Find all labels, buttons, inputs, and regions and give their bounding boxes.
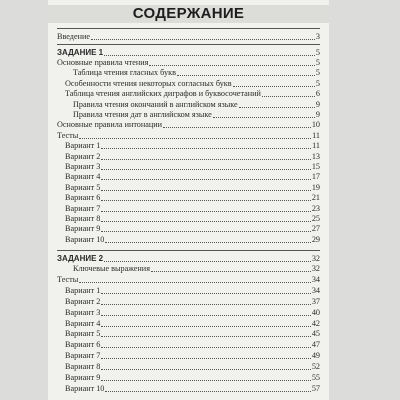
toc-entry[interactable] — [57, 58, 320, 68]
toc-entry-label: Вариант 2 — [65, 296, 101, 306]
dot-leader — [151, 271, 311, 272]
toc-entry-page: 40 — [311, 307, 320, 317]
page-title: СОДЕРЖАНИЕ — [132, 5, 245, 22]
dot-leader — [101, 179, 311, 180]
toc-entry[interactable] — [65, 152, 320, 162]
title-bar — [48, 5, 329, 23]
toc-entry-label: Основные правила чтения — [57, 58, 149, 67]
toc-entry[interactable] — [65, 235, 320, 245]
toc-entry-label: Вариант 3 — [65, 162, 101, 171]
toc-entry[interactable] — [65, 297, 320, 307]
dot-leader — [101, 221, 311, 222]
toc-entry-label: Вариант 2 — [65, 151, 101, 161]
toc-entry-page: 5 — [315, 78, 320, 88]
toc-entry-page: 6 — [315, 89, 320, 99]
dot-leader — [101, 159, 311, 160]
toc-entry-label: Вариант 10 — [65, 383, 105, 393]
dot-leader — [239, 107, 315, 108]
toc-entry-page: 5 — [315, 58, 320, 67]
toc-page — [48, 0, 329, 400]
toc-entry[interactable] — [65, 373, 320, 383]
toc-entry[interactable] — [65, 79, 320, 89]
toc-entry[interactable] — [65, 384, 320, 394]
toc-entry[interactable] — [65, 162, 320, 172]
toc-entry[interactable] — [65, 214, 320, 224]
dot-leader — [177, 75, 315, 76]
section-heading-label: ЗАДАНИЕ 2 — [57, 254, 104, 263]
toc-entry-page: 27 — [311, 224, 320, 234]
toc-entry[interactable] — [73, 68, 320, 78]
toc-entry-label: Ключевые выражения — [73, 264, 150, 273]
dot-leader — [104, 55, 315, 56]
toc-entry[interactable] — [65, 204, 320, 214]
dot-leader — [101, 211, 311, 212]
toc-entry-page: 5 — [315, 68, 320, 78]
toc-entry[interactable] — [65, 308, 320, 318]
toc-entry[interactable] — [65, 193, 320, 203]
toc-entry-page: 32 — [311, 264, 320, 273]
toc-entry-page: 13 — [311, 151, 320, 161]
toc-entry-page: 19 — [311, 182, 320, 192]
toc-entry-label: Таблица чтения английских диграфов и буквосочетаний — [65, 89, 261, 99]
dot-leader — [101, 369, 311, 370]
dot-leader — [101, 315, 311, 316]
toc-entry-label: Вариант 8 — [65, 214, 101, 223]
dot-leader — [101, 200, 311, 201]
toc-entry[interactable] — [65, 224, 320, 234]
dot-leader — [101, 231, 311, 232]
section-rule — [57, 44, 320, 45]
toc-entry[interactable] — [73, 264, 320, 274]
dot-leader — [233, 86, 315, 87]
dot-leader — [101, 169, 311, 170]
toc-entry-label: Введение — [57, 32, 91, 41]
dot-leader — [101, 347, 311, 348]
section-heading-page: 32 — [311, 254, 320, 263]
toc-entry-label: Тесты — [57, 274, 79, 284]
toc-entry-page: 49 — [311, 351, 320, 361]
toc-entry[interactable] — [65, 351, 320, 361]
section-heading-page: 5 — [315, 48, 320, 57]
toc-entry-label: Вариант 9 — [65, 224, 101, 234]
dot-leader — [101, 304, 311, 305]
toc-entry-label: Правила чтения окончаний в английском языке — [73, 99, 238, 109]
toc-entry-label: Вариант 4 — [65, 172, 101, 182]
toc-entry-label: Вариант 9 — [65, 373, 101, 382]
dot-leader — [104, 261, 311, 262]
toc-entry-label: Вариант 8 — [65, 362, 101, 372]
toc-entry-intro[interactable] — [57, 32, 320, 42]
toc-entry-page: 29 — [311, 234, 320, 244]
dot-leader — [79, 282, 311, 283]
dot-leader — [101, 190, 311, 191]
dot-leader — [79, 138, 311, 139]
toc-entry[interactable] — [65, 319, 320, 329]
toc-entry-label: Вариант 7 — [65, 351, 101, 361]
toc-entry-label: Вариант 7 — [65, 203, 101, 213]
dot-leader — [262, 96, 315, 97]
toc-entry-label: Вариант 3 — [65, 307, 101, 317]
toc-entry-label: Вариант 1 — [65, 141, 101, 151]
toc-entry[interactable] — [65, 329, 320, 339]
toc-section-1-heading[interactable] — [57, 48, 320, 58]
toc-entry[interactable] — [65, 362, 320, 372]
dot-leader — [101, 326, 311, 327]
toc-entry-page: 34 — [311, 274, 320, 284]
dot-leader — [105, 242, 310, 243]
toc-entry-page: 47 — [311, 340, 320, 350]
dot-leader — [213, 117, 315, 118]
toc-entry[interactable] — [65, 172, 320, 182]
toc-entry-page: 45 — [311, 329, 320, 339]
toc-entry-label: Вариант 6 — [65, 340, 101, 350]
toc-entry-label: Вариант 5 — [65, 329, 101, 339]
toc-section-2-heading[interactable] — [57, 254, 320, 264]
toc-entry-page: 3 — [315, 32, 320, 41]
toc-entry-page: 37 — [311, 296, 320, 306]
toc-entry[interactable] — [57, 131, 320, 141]
toc-entry[interactable] — [65, 141, 320, 151]
toc-entry-page: 34 — [311, 285, 320, 295]
toc-entry-label: Вариант 10 — [65, 234, 105, 244]
dot-leader — [101, 380, 311, 381]
toc-entry-page: 55 — [311, 373, 320, 382]
toc-entry-page: 23 — [311, 203, 320, 213]
section-rule — [57, 250, 320, 251]
toc-entry-page: 42 — [311, 318, 320, 328]
toc-entry-label: Вариант 4 — [65, 318, 101, 328]
toc-entry-label: Таблица чтения гласных букв — [73, 68, 176, 78]
toc-entry-page: 57 — [311, 383, 320, 393]
toc-entry[interactable] — [57, 275, 320, 285]
toc-entry[interactable] — [65, 89, 320, 99]
toc-entry[interactable] — [73, 110, 320, 120]
toc-entry-label: Вариант 1 — [65, 285, 101, 295]
toc-entry-page: 10 — [311, 120, 320, 130]
toc-entry-page: 9 — [315, 99, 320, 109]
toc-entry[interactable] — [65, 286, 320, 296]
toc-entry-label: Особенности чтения некоторых согласных букв — [65, 78, 232, 88]
toc-entry-label: Правила чтения дат в английском языке — [73, 110, 212, 119]
toc-entry-page: 11 — [312, 130, 320, 140]
toc-entry-page: 17 — [311, 172, 320, 182]
toc-entry[interactable] — [65, 183, 320, 193]
toc-entry[interactable] — [57, 120, 320, 130]
dot-leader — [101, 293, 311, 294]
section-heading-label: ЗАДАНИЕ 1 — [57, 48, 104, 57]
toc-entry-label: Тесты — [57, 130, 79, 140]
toc-entry-label: Вариант 6 — [65, 193, 101, 203]
dot-leader — [101, 148, 311, 149]
dot-leader — [105, 391, 310, 392]
toc-entry-page: 15 — [311, 162, 320, 171]
toc-entry-page: 9 — [315, 110, 320, 119]
toc-entry-page: 52 — [311, 362, 320, 372]
dot-leader — [101, 358, 311, 359]
toc-entry[interactable] — [65, 340, 320, 350]
toc-entry-page: 25 — [311, 214, 320, 223]
dot-leader — [101, 336, 311, 337]
dot-leader — [163, 127, 311, 128]
top-rule — [57, 28, 320, 29]
toc-entry[interactable] — [73, 100, 320, 110]
toc-entry-page: 11 — [312, 141, 320, 151]
toc-entry-label: Основные правила интонации — [57, 120, 163, 130]
toc-entry-label: Вариант 5 — [65, 182, 101, 192]
dot-leader — [149, 65, 314, 66]
toc-entry-page: 21 — [311, 193, 320, 203]
dot-leader — [91, 39, 315, 40]
